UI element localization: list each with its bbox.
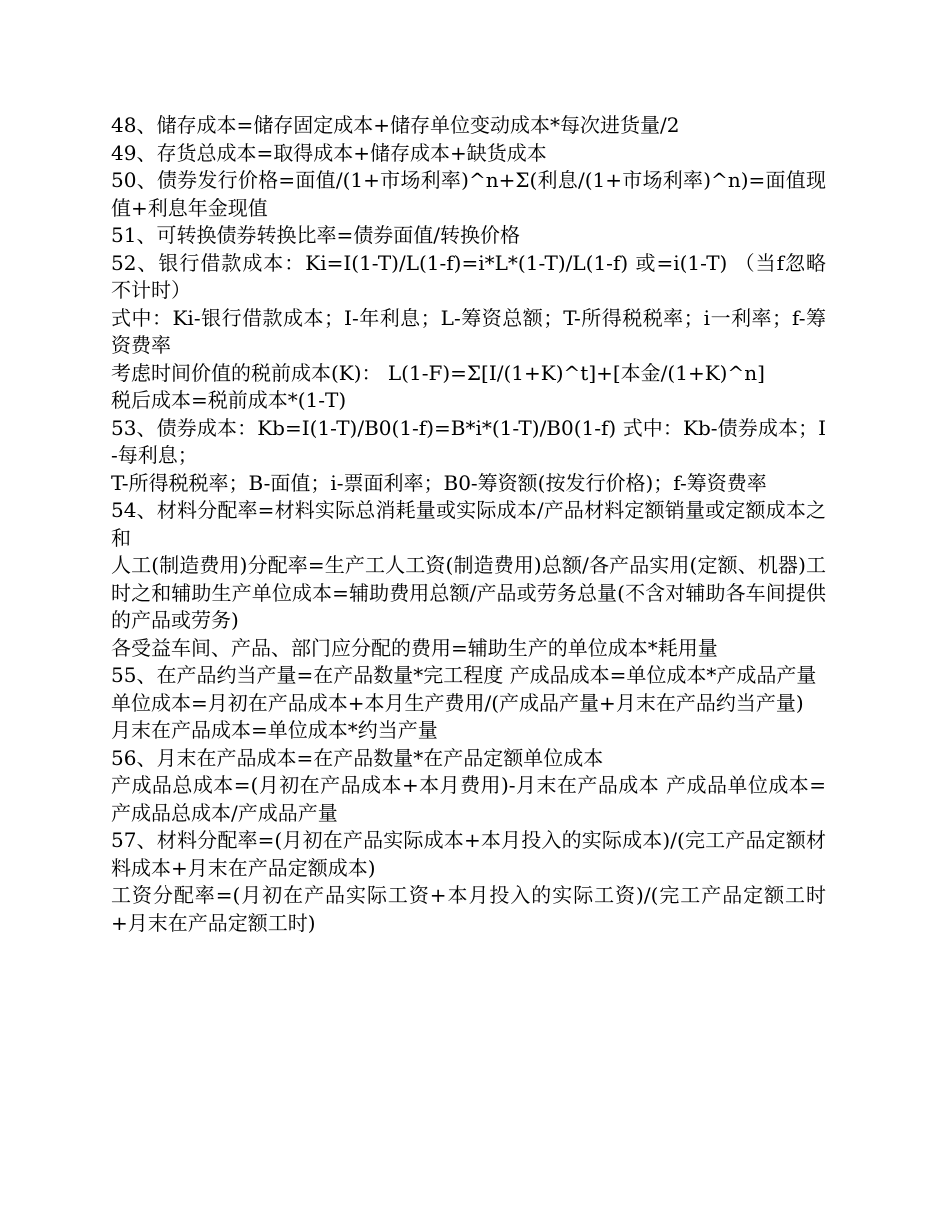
paragraph-52-pretax-cost: 考虑时间价值的税前成本(K)： L(1-F)=Σ[I/(1+K)^t]+[本金/(1+K)^n] — [111, 360, 765, 385]
paragraph-50-bond-issue-price: 50、债券发行价格=面值/(1+市场利率)^n+Σ(利息/(1+市场利率)^n)=面值现值+利息年金现值 — [111, 168, 826, 220]
paragraph-57-wage-allocation: 工资分配率=(月初在产品实际工资+本月投入的实际工资)/(完工产品定额工时+月末在产品定额工时) — [111, 883, 826, 935]
paragraph-53-bond-cost: 53、债券成本：Kb=I(1-T)/B0(1-f)=B*i*(1-T)/B0(1-f) 式中：Kb-债券成本；I-每利息； — [111, 415, 826, 467]
paragraph-55-equivalent-units: 55、在产品约当产量=在产品数量*完工程度 产成品成本=单位成本*产成品产量 — [111, 663, 817, 687]
paragraph-54-material-allocation: 54、材料分配率=材料实际总消耗量或实际成本/产品材料定额销量或定额成本之和 — [111, 498, 826, 550]
paragraph-55-ending-wip-cost: 月末在产品成本=单位成本*约当产量 — [111, 718, 438, 742]
paragraph-48-storage-cost: 48、储存成本=储存固定成本+储存单位变动成本*每次进货量/2 — [111, 113, 680, 137]
paragraph-54-labor-allocation: 人工(制造费用)分配率=生产工人工资(制造费用)总额/各产品实用(定额、机器)工时之和辅助生产单位成本=辅助费用总额/产品或劳务总量(不含对辅助各车间提供的产品或劳务) — [111, 553, 826, 632]
paragraph-55-unit-cost: 单位成本=月初在产品成本+本月生产费用/(产成品产量+月末在产品约当产量) — [111, 690, 804, 715]
paragraph-53-definitions: T-所得税税率；B-面值；i-票面利率；B0-筹资额(按发行价格)；f-筹资费率 — [111, 470, 767, 495]
paragraph-56-ending-wip-cost: 56、月末在产品成本=在产品数量*在产品定额单位成本 — [111, 745, 604, 770]
paragraph-56-finished-goods-cost: 产成品总成本=(月初在产品成本+本月费用)-月末在产品成本 产成品单位成本=产成品总成本/产成品产量 — [111, 773, 826, 825]
paragraph-52-bank-loan-cost: 52、银行借款成本：Ki=I(1-T)/L(1-f)=i*L*(1-T)/L(1-f) 或=i(1-T) （当f忽略不计时） — [111, 250, 826, 302]
document-body — [111, 112, 826, 937]
paragraph-54-beneficiary-allocation: 各受益车间、产品、部门应分配的费用=辅助生产的单位成本*耗用量 — [111, 635, 718, 660]
paragraph-51-conversion-ratio: 51、可转换债券转换比率=债券面值/转换价格 — [111, 223, 520, 247]
paragraph-57-material-allocation: 57、材料分配率=(月初在产品实际成本+本月投入的实际成本)/(完工产品定额材料成本+月末在产品定额成本) — [111, 828, 826, 880]
paragraph-49-inventory-total-cost: 49、存货总成本=取得成本+储存成本+缺货成本 — [111, 140, 547, 165]
paragraph-52-aftertax-cost: 税后成本=税前成本*(1-T) — [111, 388, 347, 412]
paragraph-52-definitions: 式中：Ki-银行借款成本；I-年利息；L-筹资总额；T-所得税税率；i一利率；f-筹资费率 — [111, 305, 826, 357]
